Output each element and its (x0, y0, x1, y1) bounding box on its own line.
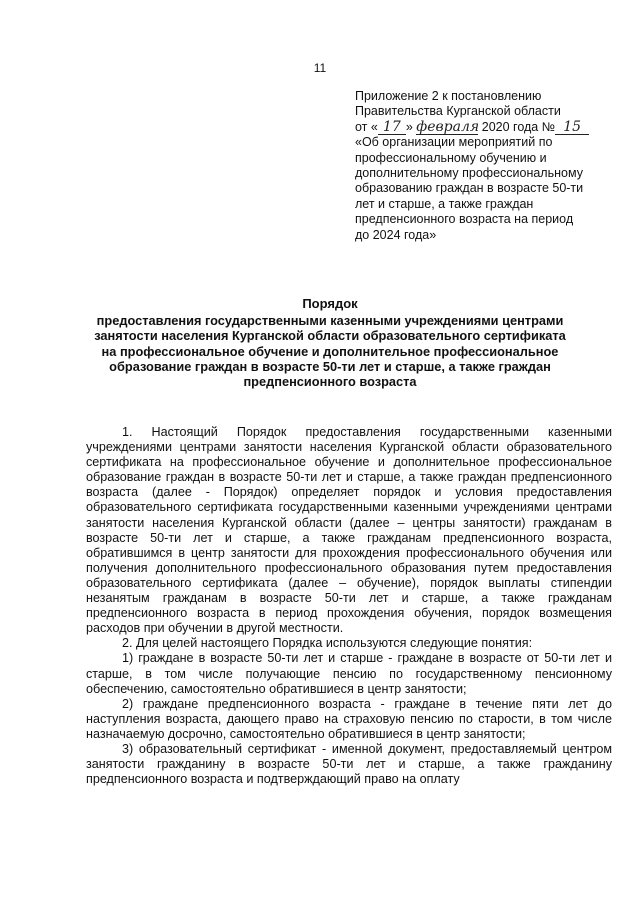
title-line: занятости населения Курганской области образовательного сертификата (94, 328, 566, 344)
paragraph-1: 1. Настоящий Порядок предоставления государственными казенными учреждениями центрами занятости населения Курганской области образовательного сертификата на профессиональное обучение и дополнительное профессиональное образование граждан в возрасте 50-ти лет и старше, а также граждан предпенсионного возраста (далее - Порядок) определяет порядок и условия предоставления образовательного сертификата государственными казенными учреждениями центрами занятости населения Курганской области (далее – центры занятости) гражданам в возрасте 50-ти лет и старше, а также гражданам предпенсионного возраста, обратившимся в центр занятости для прохождения профессионального обучения или получения дополнительного профессионального образования путем предоставления образовательного сертификата (далее – обучение), порядок выплаты стипендии незанятым гражданам в возрасте 50-ти лет и старше, а также гражданам предпенсионного возраста в период прохождения обучения, порядок возмещения расходов при обучении в другой местности. (86, 425, 612, 636)
page-number: 11 (313, 61, 327, 75)
document-body (86, 425, 612, 787)
appendix-subject-line: предпенсионного возраста на период (355, 212, 574, 227)
appendix-subject-line: «Об организации мероприятий по (355, 135, 553, 150)
title-heading: Порядок (302, 296, 358, 311)
appendix-subject-line: профессиональному обучению и (355, 150, 547, 165)
title-line: образование граждан в возрасте 50-ти лет и старше, а также граждан (109, 358, 551, 374)
handwritten-month: февраля (416, 118, 480, 135)
paragraph-2: 2. Для целей настоящего Порядка используются следующие понятия: (122, 636, 533, 651)
title-line: предпенсионного возраста (243, 374, 417, 390)
title-line: предоставления государственными казенными учреждениями центрами (96, 313, 564, 329)
date-quote: » (405, 119, 413, 134)
paragraph-definition-2: 2) граждане предпенсионного возраста - граждане в течение пяти лет до наступления возраста, дающего право на страховую пенсию по старости, в том числе назначаемую досрочно, самостоятельно обратившиеся в центр занятости; (86, 696, 612, 741)
appendix-subject-line: до 2024 года» (355, 227, 437, 242)
appendix-subject-line: лет и старше, а также граждан (355, 196, 534, 211)
title-line: на профессиональное обучение и дополнительное профессиональное (101, 343, 559, 359)
handwritten-day: 17 (378, 121, 406, 135)
date-year: 2020 года № (481, 119, 556, 134)
appendix-date-line (355, 120, 605, 135)
date-prefix: от « (355, 119, 378, 134)
appendix-subject-line: образованию граждан в возрасте 50-ти (355, 181, 584, 196)
appendix-line-2: Правительства Курганской области (355, 104, 561, 119)
paragraph-definition-3: 3) образовательный сертификат - именной документ, предоставляемый центром занятости гражданину в возрасте 50-ти лет и старше, а также гражданину предпенсионного возраста и подтверждающий право на оплату (86, 741, 612, 787)
document-title (60, 296, 600, 389)
appendix-line-1: Приложение 2 к постановлению (355, 89, 542, 103)
appendix-block (355, 89, 605, 243)
handwritten-number: 15 (555, 121, 589, 135)
paragraph-definition-1: 1) граждане в возрасте 50-ти лет и старше - граждане в возрасте от 50-ти лет и старше, в том числе получающие пенсию по государственному пенсионному обеспечению, самостоятельно обратившиеся в центр занятости; (86, 651, 612, 696)
appendix-subject-line: дополнительному профессиональному (355, 166, 583, 181)
